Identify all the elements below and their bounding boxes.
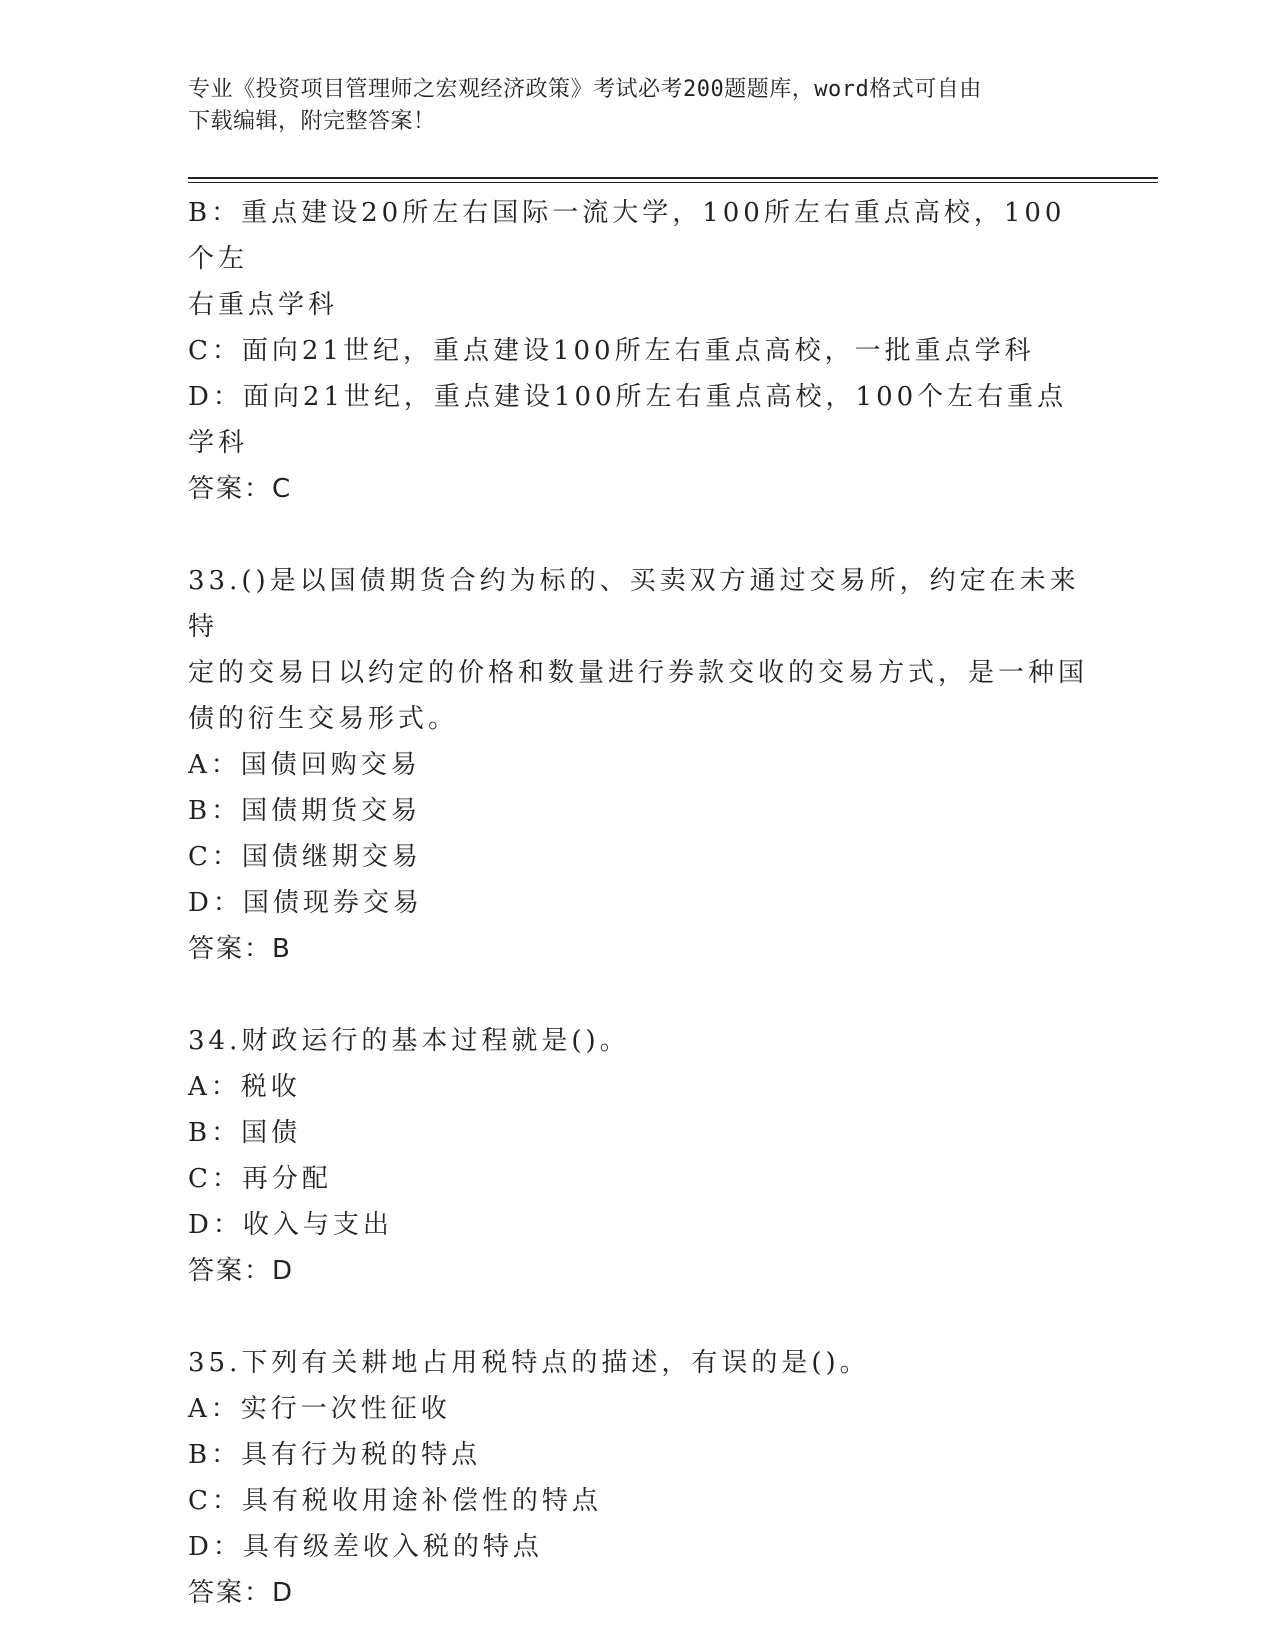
header-divider-thick	[188, 177, 1158, 179]
option-b: B：重点建设20所左右国际一流大学，100所左右重点高校，100个左	[188, 198, 1066, 274]
document-header	[188, 74, 1068, 138]
option-b: B：具有行为税的特点	[188, 1440, 482, 1470]
question-block-prev	[188, 190, 1088, 512]
answer: 答案：C	[188, 474, 293, 504]
document-body	[188, 190, 1088, 1616]
spacer	[188, 1294, 1088, 1340]
option-c: C：再分配	[188, 1164, 332, 1194]
answer: 答案：D	[188, 1578, 295, 1608]
question-stem-continued: 债的衍生交易形式。	[188, 704, 459, 734]
question-block-35	[188, 1340, 1088, 1616]
question-block-34	[188, 1018, 1088, 1294]
option-a: A：税收	[188, 1072, 301, 1102]
option-a: A：国债回购交易	[188, 750, 421, 780]
spacer	[188, 972, 1088, 1018]
answer: 答案：B	[188, 934, 292, 964]
option-b: B：国债	[188, 1118, 302, 1148]
option-c: C：国债继期交易	[188, 842, 422, 872]
spacer	[188, 512, 1088, 558]
question-stem-continued: 定的交易日以约定的价格和数量进行券款交收的交易方式，是一种国	[188, 658, 1089, 688]
answer: 答案：D	[188, 1256, 295, 1286]
option-d: D：收入与支出	[188, 1210, 393, 1240]
header-divider-thin	[188, 182, 1158, 183]
option-d: D：国债现券交易	[188, 888, 423, 918]
question-stem: 35.下列有关耕地占用税特点的描述，有误的是()。	[188, 1348, 870, 1378]
header-line-1: 专业《投资项目管理师之宏观经济政策》考试必考200题题库，word格式可自由	[188, 77, 982, 102]
option-c: C：具有税收用途补偿性的特点	[188, 1486, 602, 1516]
option-d: D：面向21世纪，重点建设100所左右重点高校，100个左右重点学科	[188, 382, 1068, 458]
header-line-2: 下载编辑，附完整答案！	[188, 109, 436, 134]
option-b: B：国债期货交易	[188, 796, 422, 826]
option-c: C：面向21世纪，重点建设100所左右重点高校，一批重点学科	[188, 336, 1035, 366]
option-b-continued: 右重点学科	[188, 290, 339, 320]
question-stem: 33.()是以国债期货合约为标的、买卖双方通过交易所，约定在未来特	[188, 566, 1080, 642]
question-stem: 34.财政运行的基本过程就是()。	[188, 1026, 630, 1056]
option-d: D：具有级差收入税的特点	[188, 1532, 543, 1562]
option-a: A：实行一次性征收	[188, 1394, 451, 1424]
question-block-33	[188, 558, 1088, 972]
